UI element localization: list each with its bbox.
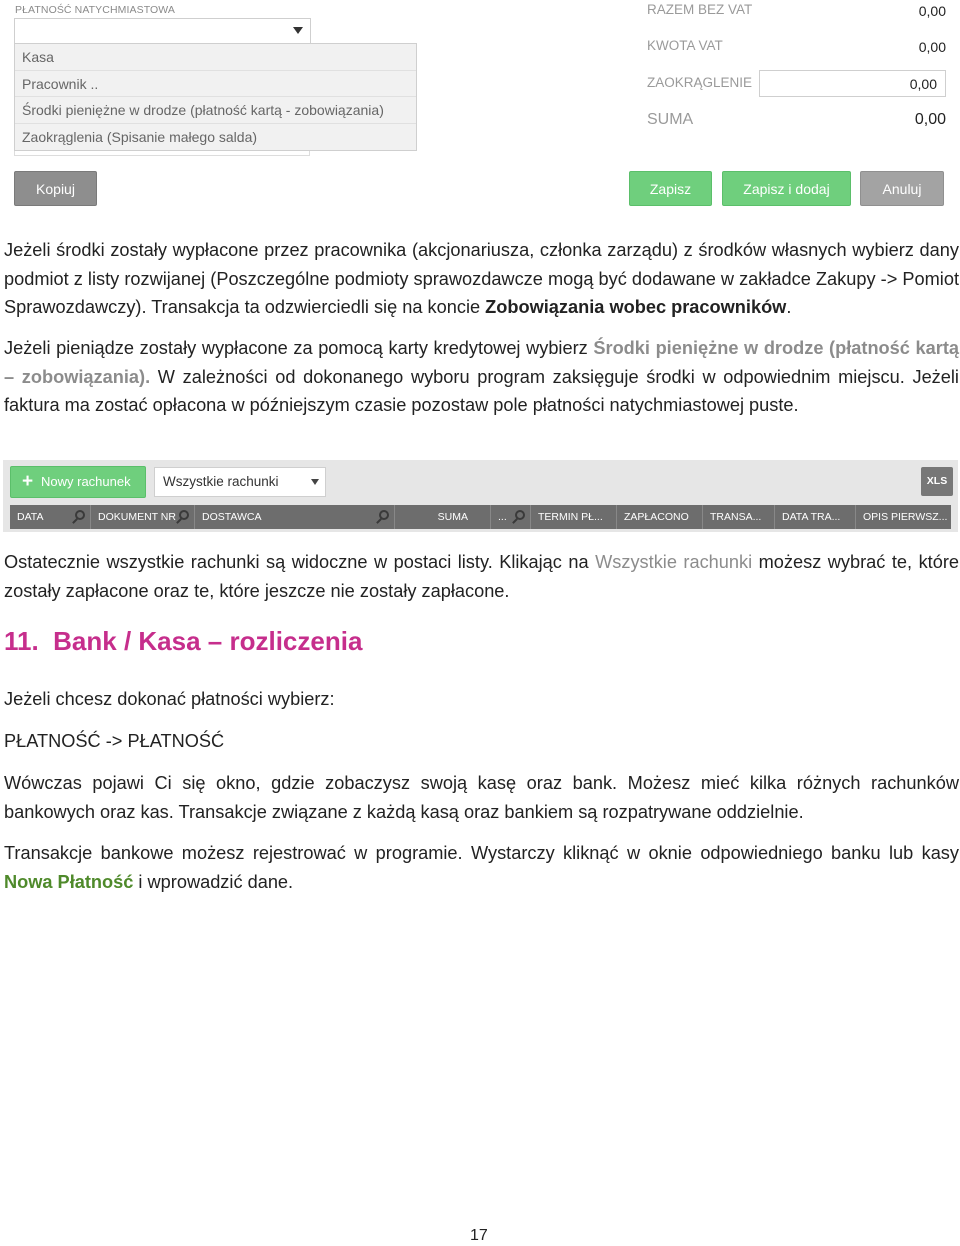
new-bill-button[interactable]	[10, 466, 146, 498]
column-header-due-date[interactable]	[531, 505, 617, 529]
rounding-input[interactable]	[759, 70, 946, 97]
search-icon[interactable]	[179, 510, 189, 520]
section-heading: 11. Bank / Kasa – rozliczenia	[4, 626, 363, 656]
cancel-button[interactable]: Anuluj	[860, 171, 944, 206]
paragraph-menu-path: PŁATNOŚĆ -> PŁATNOŚĆ	[4, 731, 225, 751]
column-label: TRANSA...	[710, 511, 762, 523]
paragraph-choose-payment: Jeżeli chcesz dokonać płatności wybierz:	[4, 689, 335, 709]
search-icon[interactable]	[75, 510, 85, 520]
immediate-payment-label: PŁATNOŚĆ NATYCHMIASTOWA	[15, 4, 176, 16]
page-number: 17	[470, 1227, 488, 1244]
column-header-description[interactable]	[856, 505, 951, 529]
paragraph-text: i wprowadzić dane.	[133, 871, 294, 892]
column-header-paid[interactable]	[617, 505, 703, 529]
search-icon[interactable]	[515, 510, 525, 520]
column-label: OPIS PIERWSZ...	[863, 511, 948, 523]
option-kasa[interactable]: Kasa	[15, 44, 416, 71]
paragraph-text: Ostatecznie wszystkie rachunki są widoczne w postaci listy. Klikając na	[4, 552, 596, 572]
total-label: SUMA	[647, 111, 694, 128]
paragraph-text: Jeżeli środki zostały wypłacone przez pracownika (akcjonariusza, członka zarządu) z środków własnych wybierz dany podmiot z listy rozwijanej (Poszczególne podmioty sprawozdawcze mogą być dodawane w zakładce Zakupy -> Pomiot Sprawozdawczy). Transakcja ta odzwierciedli się na koncie	[4, 240, 959, 317]
column-header-data[interactable]	[10, 505, 91, 529]
paragraph-bank-transactions	[4, 839, 959, 896]
net-total-label: RAZEM BEZ VAT	[647, 2, 753, 17]
column-header-transaction[interactable]	[703, 505, 775, 529]
account-name-highlight: Zobowiązania wobec pracowników	[485, 297, 787, 317]
column-header-supplier[interactable]	[195, 505, 395, 529]
column-label: SUMA	[437, 511, 468, 523]
vat-amount-value: 0,00	[918, 39, 946, 55]
column-label: DOKUMENT NR	[98, 511, 176, 523]
copy-button[interactable]: Kopiuj	[14, 171, 97, 206]
payment-form-screenshot	[0, 0, 960, 222]
column-label: DATA	[17, 511, 44, 523]
option-pracownik[interactable]: Pracownik ..	[15, 71, 416, 98]
column-label: DATA TRA...	[782, 511, 841, 523]
paragraph-text: Jeżeli pieniądze zostały wypłacone za pomocą karty kredytowej wybierz	[4, 338, 594, 358]
paragraph-text: W zależności od dokonanego wyboru program zaksięguje środki w odpowiednim miejscu. Jeżeli faktura ma zostać opłacona w późniejszym czasie pozostaw pole płatności natychmiastowej puste.	[4, 366, 959, 415]
paragraph-text: .	[786, 297, 792, 317]
save-button[interactable]: Zapisz	[629, 171, 712, 206]
immediate-payment-select[interactable]	[14, 18, 311, 44]
bills-list-screenshot	[3, 460, 958, 532]
paragraph-text: możesz wybrać te, które zostały zapłacone oraz te, które jeszcze nie zostały zapłacone.	[4, 552, 960, 601]
vat-amount-label: KWOTA VAT	[647, 38, 723, 53]
all-bills-highlight: Wszystkie rachunki	[595, 552, 753, 572]
table-header	[10, 505, 951, 529]
column-label: ZAPŁACONO	[624, 511, 689, 523]
bills-filter-value: Wszystkie rachunki	[163, 474, 279, 489]
option-zaokraglenia[interactable]: Zaokrąglenia (Spisanie małego salda)	[15, 124, 416, 151]
new-payment-highlight: Nowa Płatność	[4, 871, 134, 892]
column-header-more[interactable]	[491, 505, 531, 529]
paragraph-card-payment	[4, 334, 959, 420]
column-label: TERMIN PŁ...	[538, 511, 603, 523]
new-bill-label: Nowy rachunek	[41, 474, 131, 489]
column-label: ...	[498, 511, 507, 523]
chevron-down-icon	[293, 27, 303, 34]
rounding-input-value: 0,00	[909, 76, 937, 92]
total-value: 0,00	[914, 111, 946, 128]
option-srodki-w-drodze[interactable]: Środki pieniężne w drodze (płatność kartą - zobowiązania)	[15, 97, 416, 124]
column-header-transaction-date[interactable]	[775, 505, 856, 529]
option-highlight: Środki pieniężne w drodze (płatność kartą – zobowiązania).	[4, 338, 959, 387]
column-header-sum[interactable]	[395, 505, 491, 529]
dropdown-underlay	[14, 151, 310, 156]
rounding-label: ZAOKRĄGLENIE	[647, 75, 753, 90]
immediate-payment-dropdown	[14, 43, 417, 151]
search-icon[interactable]	[379, 510, 389, 520]
export-xls-button[interactable]: XLS	[921, 467, 953, 496]
paragraph-bills-list	[4, 548, 959, 605]
paragraph-text: Transakcje bankowe możesz rejestrować w programie. Wystarczy kliknąć w oknie odpowiedniego banku lub kasy	[4, 843, 959, 863]
chevron-down-icon	[311, 479, 319, 485]
column-header-document[interactable]	[91, 505, 195, 529]
bills-filter-select[interactable]	[154, 467, 326, 497]
paragraph-cash-bank-window: Wówczas pojawi Ci się okno, gdzie zobaczysz swoją kasę oraz bank. Możesz mieć kilka różnych rachunków bankowych oraz kas. Transakcje związane z każdą kasą oraz bankiem są rozpatrywane oddzielnie.	[4, 773, 959, 822]
column-label: DOSTAWCA	[202, 511, 262, 523]
save-and-add-button[interactable]: Zapisz i dodaj	[722, 171, 851, 206]
paragraph-employee-payment	[4, 236, 959, 322]
net-total-value: 0,00	[918, 3, 946, 19]
plus-icon: +	[22, 471, 34, 492]
